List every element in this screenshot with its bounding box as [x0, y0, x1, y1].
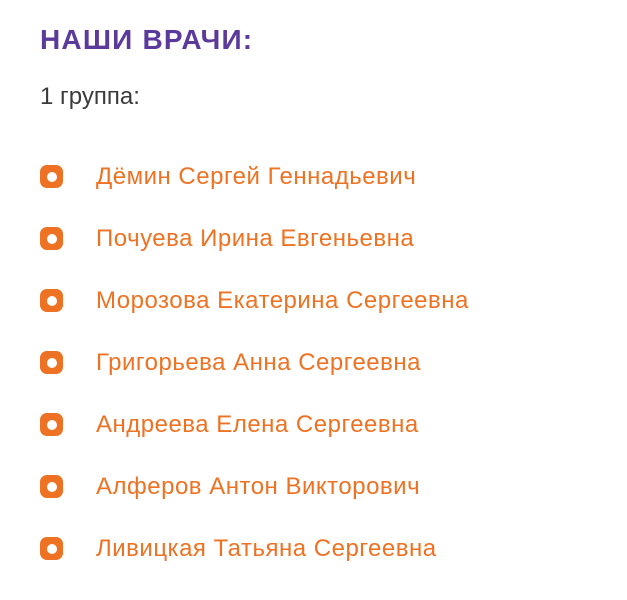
rounded-square-dot-icon	[40, 351, 63, 374]
rounded-square-dot-icon	[40, 165, 63, 188]
rounded-square-dot-icon	[40, 227, 63, 250]
doctor-name-link[interactable]: Почуева Ирина Евгеньевна	[96, 224, 415, 252]
doctor-name-link[interactable]: Дёмин Сергей Геннадьевич	[96, 162, 417, 190]
doctor-name-link[interactable]: Андреева Елена Сергеевна	[96, 410, 419, 438]
rounded-square-dot-icon	[40, 537, 63, 560]
doctor-name-link[interactable]: Алферов Антон Викторович	[96, 472, 421, 500]
doctor-list-item	[40, 270, 627, 332]
doctor-name-link[interactable]: Григорьева Анна Сергеевна	[96, 348, 422, 376]
rounded-square-dot-icon	[40, 413, 63, 436]
doctor-list-item	[40, 332, 627, 394]
doctor-list-item	[40, 394, 627, 456]
doctors-list	[40, 146, 627, 580]
page-title: НАШИ ВРАЧИ:	[40, 24, 254, 55]
rounded-square-dot-icon	[40, 475, 63, 498]
doctor-list-item	[40, 208, 627, 270]
doctor-list-item	[40, 456, 627, 518]
doctor-name-link[interactable]: Морозова Екатерина Сергеевна	[96, 286, 469, 314]
rounded-square-dot-icon	[40, 289, 63, 312]
doctor-list-item	[40, 146, 627, 208]
group-label: 1 группа:	[40, 83, 140, 111]
doctor-list-item	[40, 518, 627, 580]
doctor-name-link[interactable]: Ливицкая Татьяна Сергеевна	[96, 534, 437, 562]
